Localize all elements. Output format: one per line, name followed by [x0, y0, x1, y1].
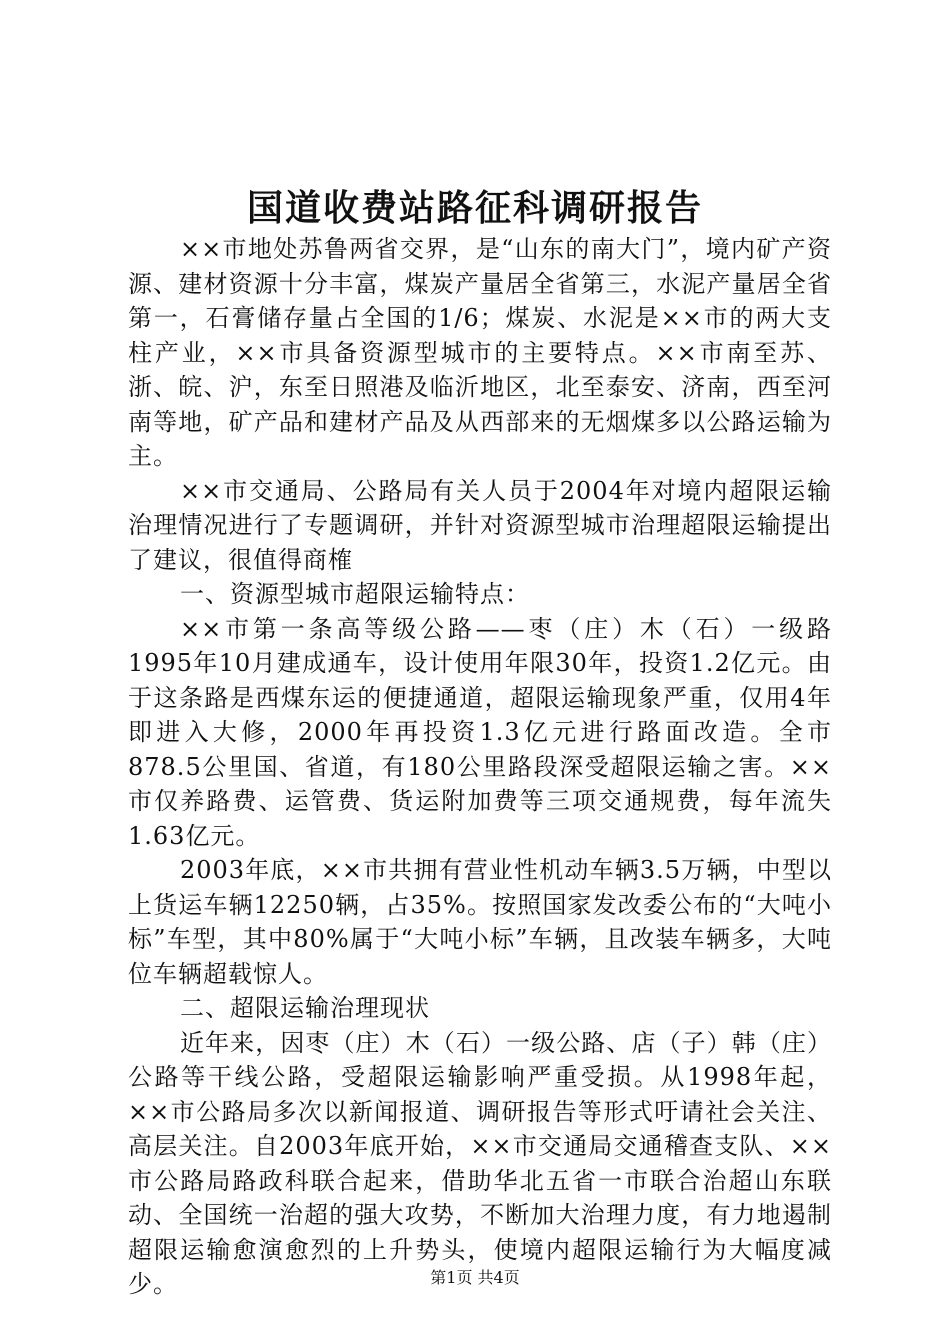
paragraph-status: 近年来，因枣（庄）木（石）一级公路、店（子）韩（庄）公路等干线公路，受超限运输影响严重受损。从1998年起，××市公路局多次以新闻报道、调研报告等形式吁请社会关注、高层关注。自2003年底开始，××市交通局交通稽查支队、××市公路局路政科联合起来，借助华北五省一市联合治超山东联动、全国统一治超的强大攻势，不断加大治理力度，有力地遏制超限运输愈演愈烈的上升势头，使境内超限运输行为大幅度减少。 [128, 1028, 832, 1298]
page-number: 第1页 共4页 [430, 1268, 520, 1287]
paragraph-survey: ××市交通局、公路局有关人员于2004年对境内超限运输治理情况进行了专题调研，并针对资源型城市治理超限运输提出了建议，很值得商榷 [128, 476, 832, 574]
section-heading-1: 一、资源型城市超限运输特点： [180, 580, 530, 608]
document-title: 国道收费站路征科调研报告 [246, 188, 703, 229]
section-heading-2: 二、超限运输治理现状 [180, 994, 430, 1022]
paragraph-intro: ××市地处苏鲁两省交界，是“山东的南大门”，境内矿产资源、建材资源十分丰富，煤炭产量居全省第三，水泥产量居全省第一，石膏储存量占全国的1/6；煤炭、水泥是××市的两大支柱产业，××市具备资源型城市的主要特点。××市南至苏、浙、皖、沪，东至日照港及临沂地区，北至泰安、济南，西至河南等地，矿产品和建材产品及从西部来的无烟煤多以公路运输为主。 [128, 235, 832, 470]
paragraph-highway: ××市第一条高等级公路——枣（庄）木（石）一级路1995年10月建成通车，设计使用年限30年，投资1.2亿元。由于这条路是西煤东运的便捷通道，超限运输现象严重，仅用4年即进入大修，2000年再投资1.3亿元进行路面改造。全市878.5公里国、省道，有180公里路段深受超限运输之害。××市仅养路费、运管费、货运附加费等三项交通规费，每年流失1.63亿元。 [128, 614, 832, 850]
paragraph-vehicles: 2003年底，××市共拥有营业性机动车辆3.5万辆，中型以上货运车辆12250辆，占35%。按照国家发改委公布的“大吨小标”车型，其中80%属于“大吨小标”车辆，且改装车辆多，大吨位车辆超载惊人。 [128, 856, 832, 988]
document-body [128, 232, 832, 1302]
